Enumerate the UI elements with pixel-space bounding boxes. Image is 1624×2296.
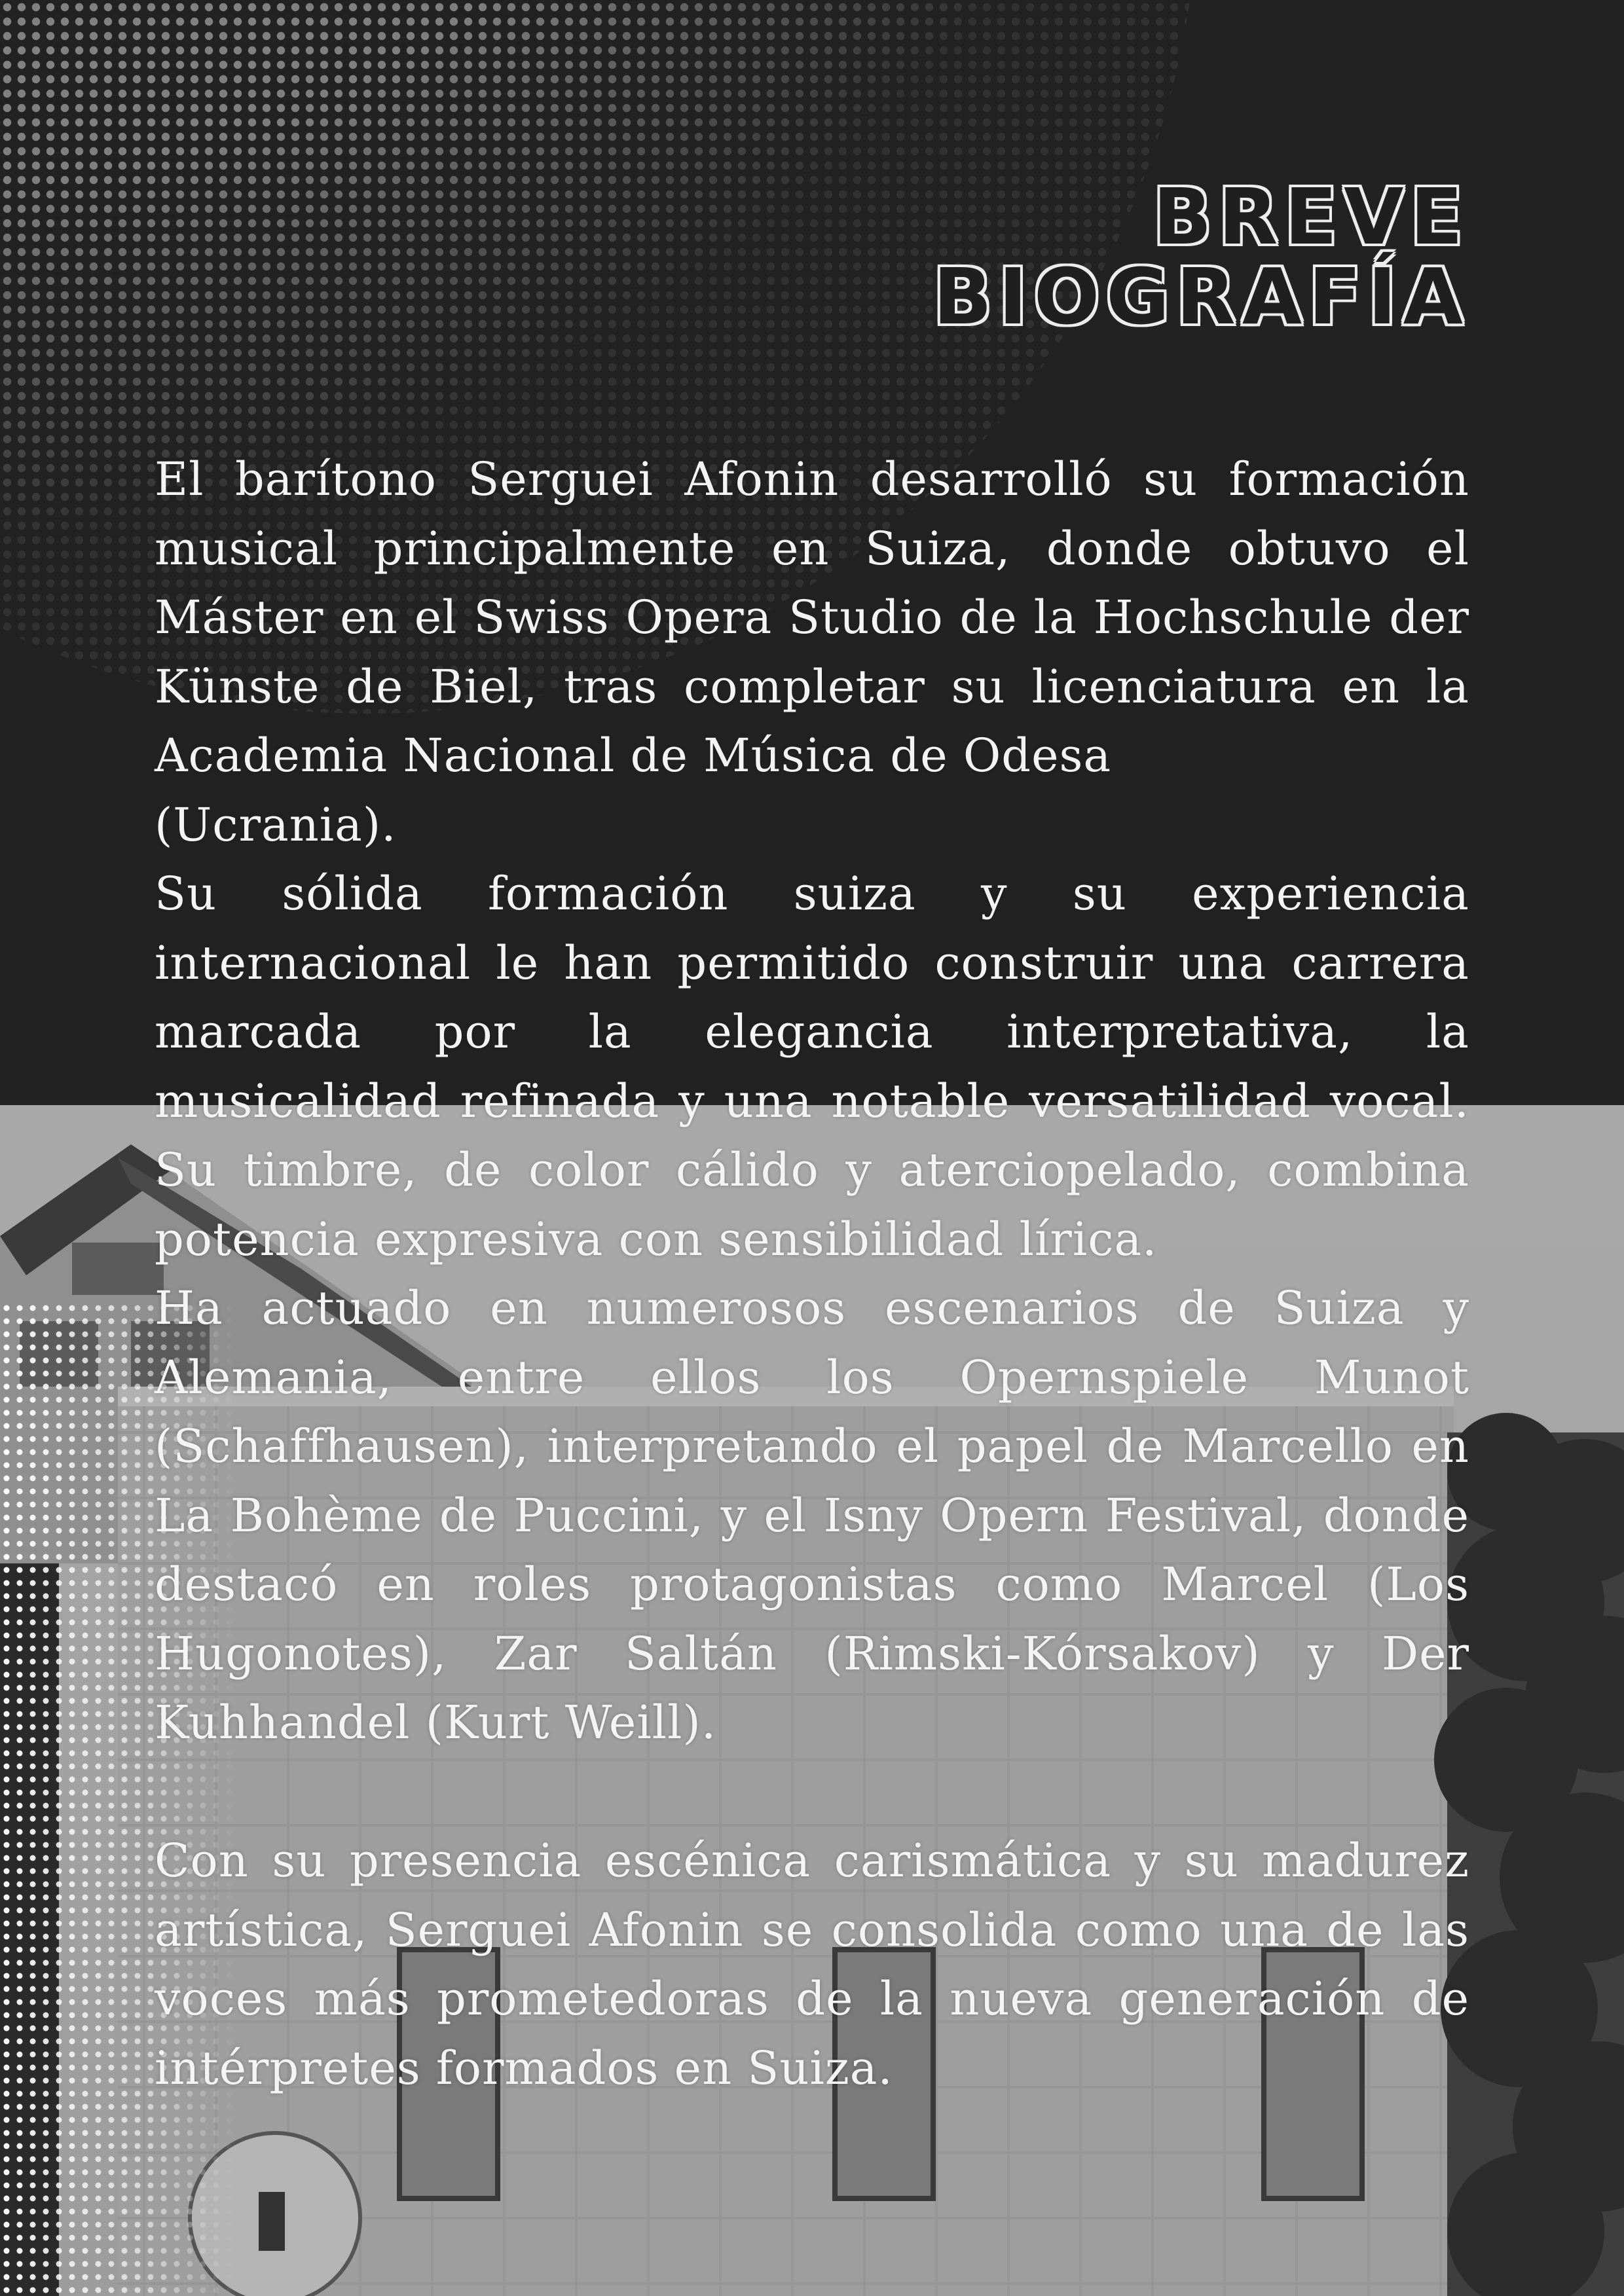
- title-line-2: BIOGRAFÍA: [932, 251, 1469, 342]
- bio-paragraph-2: Su sólida formación suiza y su experiencia internacional le han permitido construir una carrera marcada por la elegancia interpretativa, la musicalidad refinada y una notable versatilidad vocal. Su timbre, de color cálido y aterciopelado, combina potencia expresiva con sensibilidad lírica.: [155, 867, 1469, 1266]
- bio-paragraph-4: Con su presencia escénica carismática y su madurez artística, Serguei Afonin se consolida como una de las voces más prometedoras de la nueva generación de intérpretes formados en Suiza.: [155, 1834, 1469, 2095]
- paragraph-spacer: [155, 1758, 1469, 1827]
- bio-paragraph-3: Ha actuado en numerosos escenarios de Suiza y Alemania, entre ellos los Opernspiele Munot (Schaffhausen), interpretando el papel de Marcello en La Bohème de Puccini, y el Isny Opern Festival, donde destacó en roles protagonistas como Marcel (Los Hugonotes), Zar Saltán (Rimski-Kórsakov) y Der Kuhhandel (Kurt Weill).: [155, 1281, 1469, 1749]
- biography-text: [155, 445, 1469, 2103]
- title-line-1: BREVE: [1153, 172, 1469, 262]
- page-title: [932, 172, 1469, 342]
- bio-paragraph-1-end: (Ucrania).: [155, 797, 397, 852]
- bio-paragraph-1: El barítono Serguei Afonin desarrolló su formación musical principalmente en Suiza, donde obtuvo el Máster en el Swiss Opera Studio de la Hochschule der Künste de Biel, tras completar su licenciatura en la Academia Nacional de Música de Odesa: [155, 452, 1469, 782]
